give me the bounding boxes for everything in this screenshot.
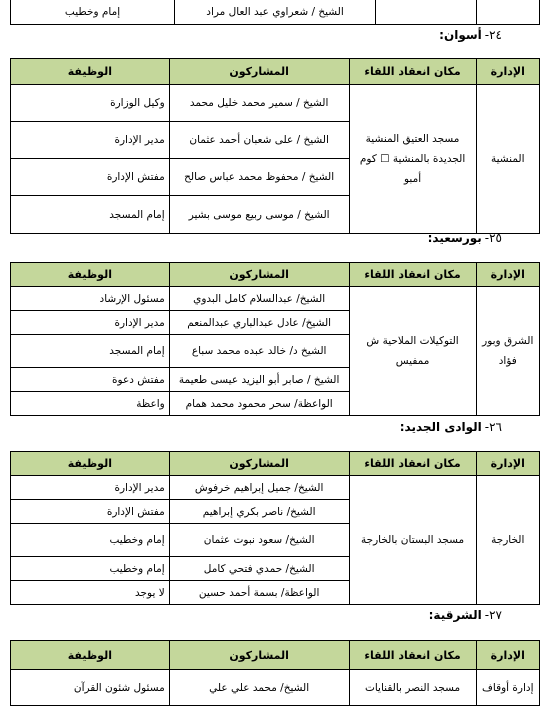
header-row [11,641,540,670]
newvalley-table [10,451,540,605]
header-participants: المشاركون [169,641,349,670]
header-participants: المشاركون [169,263,349,287]
admin-cell: الخارجة [476,476,539,605]
job-cell: مسئول شئون القرآن [11,670,170,706]
header-participants: المشاركون [169,59,349,85]
place-cell: مسجد النصر بالقنايات [349,670,476,706]
job-cell: إمام المسجد [11,196,170,234]
place-cell [376,0,477,25]
job-cell: مسئول الإرشاد [11,287,170,311]
header-place: مكان انعقاد اللقاء [349,641,476,670]
header-place: مكان انعقاد اللقاء [349,452,476,476]
header-admin: الإدارة [476,59,539,85]
participant-cell: الشيخ/ محمد علي علي [169,670,349,706]
admin-cell: الشرق وبور فؤاد [476,287,539,416]
job-cell: مفتش دعوة [11,368,170,392]
admin-cell [476,0,539,25]
header-admin: الإدارة [476,452,539,476]
table-row [11,0,540,25]
participant-cell: الشيخ / صابر أبو اليزيد عيسى طعيمة [169,368,349,392]
place-cell: التوكيلات الملاحية ش ممفيس [349,287,476,416]
section-heading-portsaid: ٢٥-بورسعيد: [427,231,502,245]
admin-cell: إدارة أوقاف [476,670,539,706]
job-cell: لا يوجد [11,581,170,605]
participant-cell: الشيخ / موسى ربيع موسى بشير [169,196,349,234]
participant-cell: الواعظة/ سحر محمود محمد همام [169,392,349,416]
participant-cell: الشيخ / محفوظ محمد عباس صالح [169,159,349,196]
job-cell: إمام المسجد [11,335,170,368]
header-row [11,452,540,476]
participant-cell: الشيخ/ جميل إبراهيم خرفوش [169,476,349,500]
section-heading-newvalley: ٢٦-الوادى الجديد: [399,420,502,434]
header-job: الوظيفة [11,59,170,85]
header-job: الوظيفة [11,641,170,670]
job-cell: مفتش الإدارة [11,500,170,524]
table-row [11,476,540,500]
table-row [11,287,540,311]
header-place: مكان انعقاد اللقاء [349,263,476,287]
section-heading-sharqia: ٢٧-الشرقية: [428,608,502,622]
header-admin: الإدارة [476,263,539,287]
portsaid-table [10,262,540,416]
section-heading-aswan: ٢٤-أسوان: [439,28,502,42]
header-job: الوظيفة [11,452,170,476]
participant-cell: الشيخ/ حمدي فتحي كامل [169,557,349,581]
job-cell: إمام وخطيب [11,524,170,557]
job-cell: مدير الإدارة [11,476,170,500]
job-cell: وكيل الوزارة [11,85,170,122]
header-row [11,59,540,85]
participant-cell: الشيخ / سمير محمد خليل محمد [169,85,349,122]
participant-cell: الشيخ/ عادل عبدالباري عبدالمنعم [169,311,349,335]
participant-cell: الواعظة/ بسمة أحمد حسين [169,581,349,605]
header-job: الوظيفة [11,263,170,287]
aswan-table [10,58,540,234]
participant-cell: الشيخ/ سعود نبوت عثمان [169,524,349,557]
job-cell: مدير الإدارة [11,311,170,335]
job-cell: مفتش الإدارة [11,159,170,196]
sharqia-table [10,640,540,706]
job-cell: إمام وخطيب [11,557,170,581]
admin-cell: المنشية [476,85,539,234]
job-cell: واعظة [11,392,170,416]
participant-cell: الشيخ / على شعبان أحمد عثمان [169,122,349,159]
table-row [11,85,540,122]
header-row [11,263,540,287]
place-cell: مسجد العتيق المنشية الجديدة بالمنشية ☐ كوم أمبو [349,85,476,234]
header-place: مكان انعقاد اللقاء [349,59,476,85]
job-cell: مدير الإدارة [11,122,170,159]
participant-cell: الشيخ / شعراوي عبد العال مراد [175,0,376,25]
job-cell: إمام وخطيب [11,0,175,25]
header-participants: المشاركون [169,452,349,476]
header-admin: الإدارة [476,641,539,670]
participant-cell: الشيخ د/ خالد عبده محمد سباع [169,335,349,368]
table-row [11,670,540,706]
place-cell: مسجد البستان بالخارجة [349,476,476,605]
top-partial-table [10,0,540,25]
participant-cell: الشيخ/ ناصر بكري إبراهيم [169,500,349,524]
participant-cell: الشيخ/ عبدالسلام كامل البدوي [169,287,349,311]
